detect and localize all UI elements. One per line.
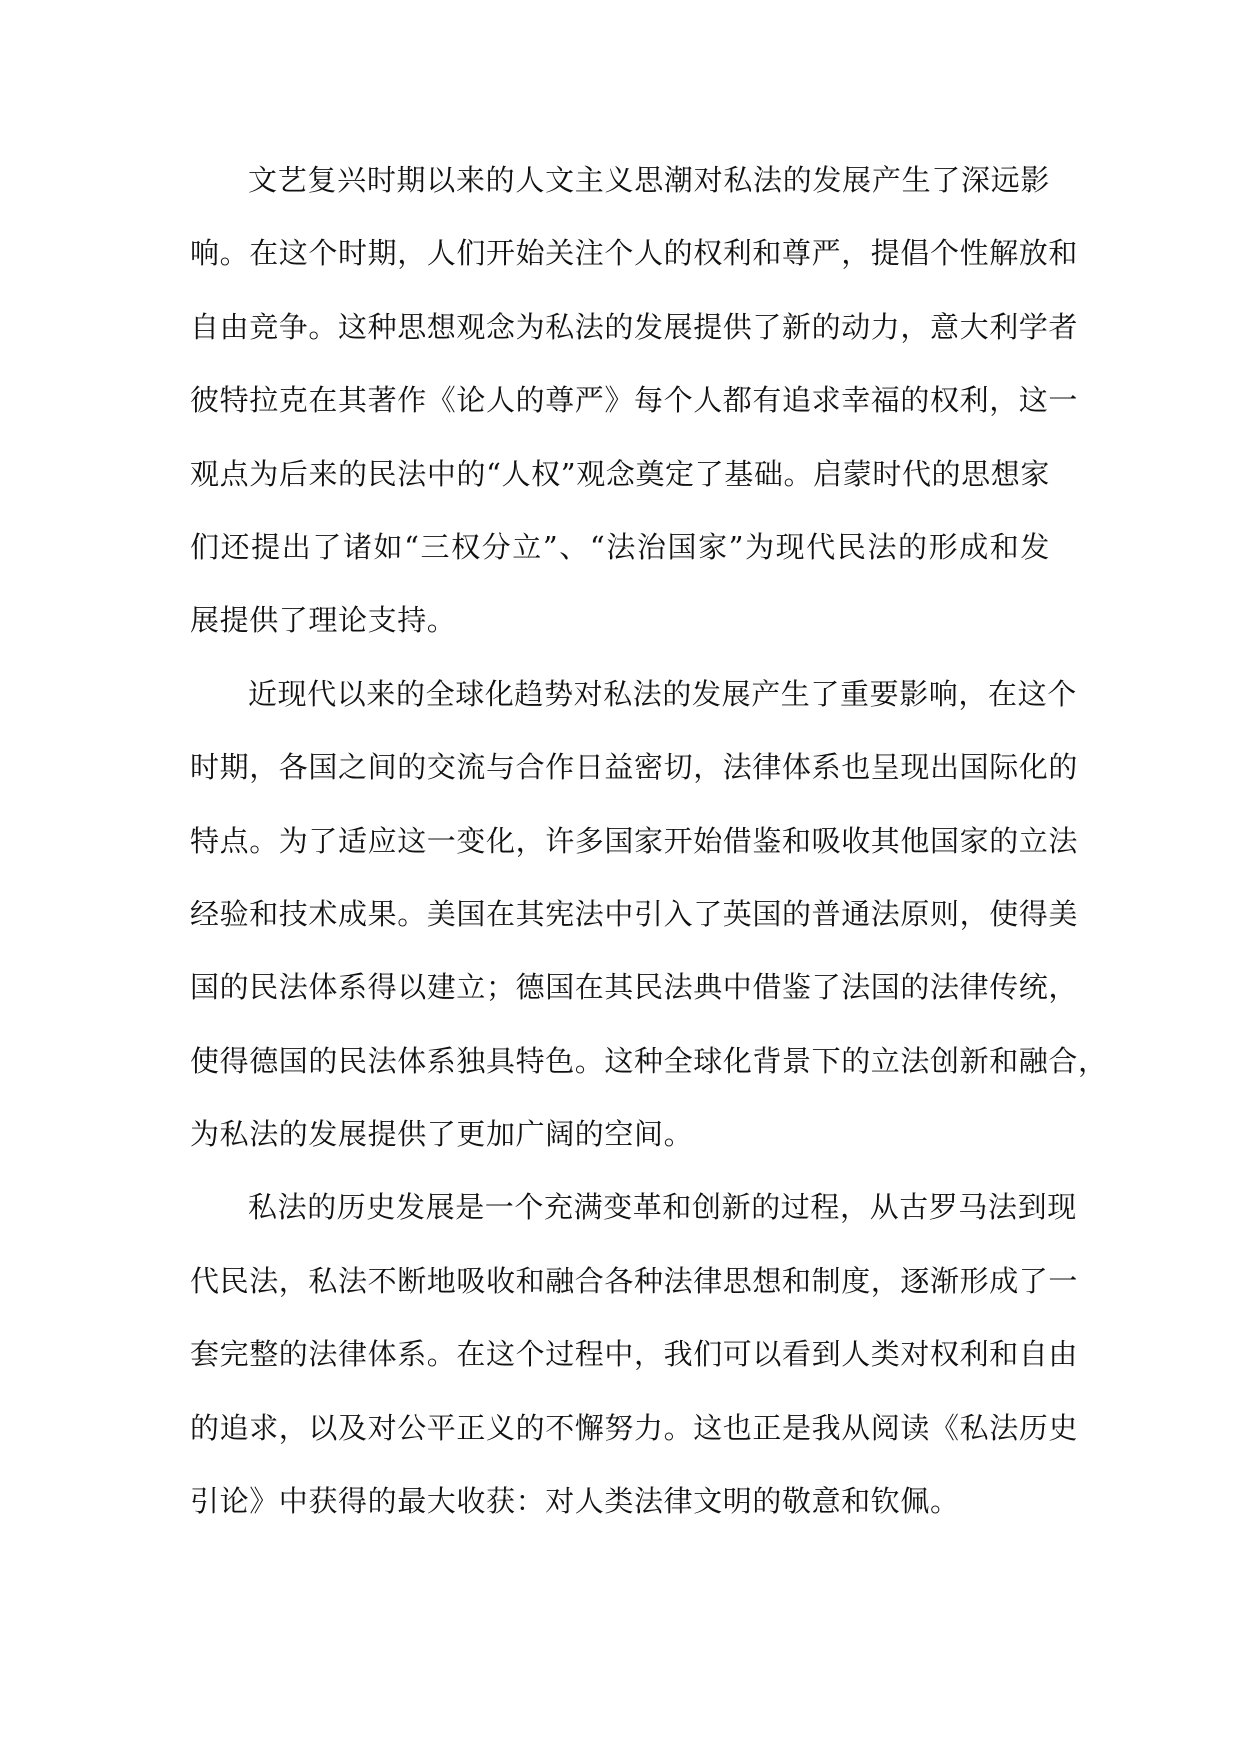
paragraph-2-line-1: 近现代以来的全球化趋势对私法的发展产生了重要影响，在这个 <box>248 676 1077 711</box>
paragraph-1-line-6: 们还提出了诸如“三权分立”、“法治国家”为现代民法的形成和发 <box>190 529 1050 564</box>
paragraph-1-line-7: 展提供了理论支持。 <box>190 603 457 638</box>
paragraph-2-line-2: 时期，各国之间的交流与合作日益密切，法律体系也呈现出国际化的 <box>190 750 1079 785</box>
paragraph-2-line-3: 特点。为了适应这一变化，许多国家开始借鉴和吸收其他国家的立法 <box>190 823 1079 858</box>
paragraph-1-line-4: 彼特拉克在其著作《论人的尊严》每个人都有追求幸福的权利，这一 <box>190 383 1079 418</box>
paragraph-1-line-2: 响。在这个时期，人们开始关注个人的权利和尊严，提倡个性解放和 <box>190 236 1079 271</box>
paragraph-2-line-6: 使得德国的民法体系独具特色。这种全球化背景下的立法创新和融合， <box>190 1043 1108 1078</box>
paragraph-3-line-5: 引论》中获得的最大收获：对人类法律文明的敬意和钦佩。 <box>190 1484 960 1519</box>
paragraph-3-line-4: 的追求，以及对公平正义的不懈努力。这也正是我从阅读《私法历史 <box>190 1410 1079 1445</box>
document-body <box>190 144 1108 1538</box>
paragraph-2-line-4: 经验和技术成果。美国在其宪法中引入了英国的普通法原则，使得美 <box>190 896 1079 931</box>
paragraph-3-line-3: 套完整的法律体系。在这个过程中，我们可以看到人类对权利和自由 <box>190 1337 1079 1372</box>
paragraph-2-line-5: 国的民法体系得以建立；德国在其民法典中借鉴了法国的法律传统， <box>190 970 1079 1005</box>
paragraph-1-line-5: 观点为后来的民法中的“人权”观念奠定了基础。启蒙时代的思想家 <box>190 456 1050 491</box>
paragraph-1-line-1: 文艺复兴时期以来的人文主义思潮对私法的发展产生了深远影 <box>248 163 1050 197</box>
paragraph-3-line-1: 私法的历史发展是一个充满变革和创新的过程，从古罗马法到现 <box>248 1190 1077 1225</box>
paragraph-3-line-2: 代民法，私法不断地吸收和融合各种法律思想和制度，逐渐形成了一 <box>190 1263 1079 1298</box>
paragraph-2-line-7: 为私法的发展提供了更加广阔的空间。 <box>190 1117 694 1152</box>
paragraph-1-line-3: 自由竞争。这种思想观念为私法的发展提供了新的动力，意大利学者 <box>190 309 1079 344</box>
